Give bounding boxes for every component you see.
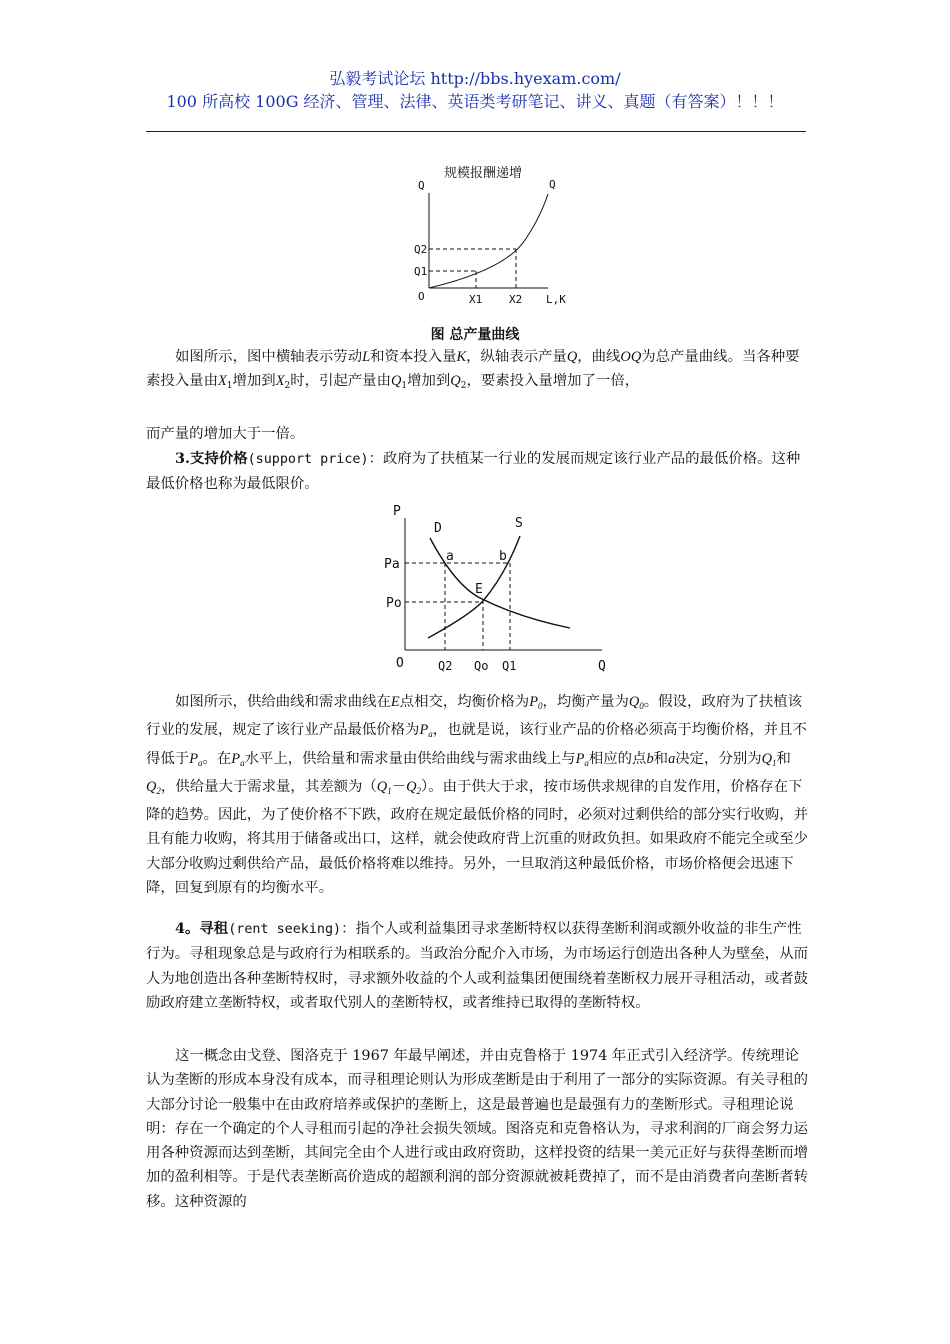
fig1-curve-label: Q [549, 178, 556, 191]
fig1-caption: 图 总产量曲线 [430, 327, 520, 343]
header-rule [146, 131, 806, 132]
fig2-tick-pa: Pa [384, 557, 400, 572]
fig1-tick-x1: X1 [469, 293, 483, 306]
fig2-origin: O [396, 656, 404, 671]
fig1-total-product-curve [429, 194, 548, 288]
fig1-tick-q2: Q2 [414, 243, 428, 256]
fig1-tick-x2: X2 [509, 293, 523, 306]
fig1-title: 规模报酬递增 [444, 166, 523, 181]
fig2-point-b: b [499, 549, 507, 564]
paragraph-total-product: 如图所示，图中横轴表示劳动L和资本投入量K，纵轴表示产量Q，曲线OQ为总产量曲线。当各种要素投入量由$X_1$增加到$X_2$时，引起产量由$Q_1$增加到$Q_2$，要素投入量增加了一倍， [146, 349, 800, 392]
fig2-x-axis-label: Q [598, 659, 606, 674]
fig2-tick-qo: Qo [474, 659, 489, 673]
fig2-point-a: a [446, 549, 454, 564]
fig1-tick-q1: Q1 [414, 265, 428, 278]
section-rent-seeking: 4。寻租(rent seeking)：指个人或利益集团寻求垄断特权以获得垄断利润或额外收益的非生产性行为。寻租现象总是与政府行为相联系的。当政治分配介入市场，为市场运行创造出各种人为壁垒，从而人为地创造出各种垄断特权时，寻求额外收益的个人或利益集团便围绕着垄断权力展开寻租活动，或者鼓励政府建立垄断特权，或者取代别人的垄断特权，或者维持已取得的垄断特权。 [146, 920, 808, 1011]
header-line-1: 弘毅考试论坛 http://bbs.hyexam.com/ [329, 69, 621, 88]
paragraph-support-price: 如图所示，供给曲线和需求曲线在E点相交，均衡价格为$P_0$，均衡产量为$Q_0$。假设，政府为了扶植该行业的发展，规定了该行业产品最低价格为$P_a$，也就是说，该行业产品的价格必须高于均衡价格，并且不得低于$P_a$。在$P_a$水平上，供给量和需求量由供给曲线与需求曲线上与$P_a$相应的点b和a决定，分别为$Q_1$和$Q_2$，供给量大于需求量，其差额为$(Q_1-Q_2)$。由于供大于求，按市场供求规律的自发作用，价格存在下降的趋势。因此，为了使价格不下跌，政府在规定最低价格的同时，必须对过剩供给的部分实行收购，并且有能力收购，将其用于储备或出口，这样，就会使政府背上沉重的财政负担。如果政府不能完全或至少大部分收购过剩供给产品，最低价格将难以维持。另外，一旦取消这种最低价格，市场价格便会迅速下降，回复到原有的均衡水平。 [146, 694, 808, 897]
total-product-figure [400, 158, 580, 310]
fig2-tick-po: Po [386, 596, 402, 611]
paragraph-rent-seeking-history: 这一概念由戈登、图洛克于 1967 年最早阐述，并由克鲁格于 1974 年正式引入经济学。传统理论认为垄断的形成本身没有成本，而寻租理论则认为形成垄断是由于利用了一部分的实际资源。有关寻租的大部分讨论一般集中在由政府培养或保护的垄断上，这是最普遍也是最强有力的垄断形式。寻租理论说明：存在一个确定的个人寻租而引起的净社会损失领域。图洛克和克鲁格认为，寻求利润的厂商会努力运用各种资源而达到垄断，其间完全由个人进行或由政府资助，这样投资的结果一美元正好与获得垄断而增加的盈利相等。于是代表垄断高价造成的超额利润的部分资源就被耗费掉了，而不是由消费者向垄断者转移。这种资源的 [146, 1048, 808, 1210]
fig1-y-axis-label: Q [418, 179, 425, 192]
fig1-x-axis-label: L,K [546, 293, 566, 306]
fig2-tick-q1: Q1 [502, 659, 517, 673]
fig2-demand-label: D [434, 521, 442, 536]
fig1-origin: O [418, 290, 425, 303]
support-price-figure [380, 500, 620, 680]
header-line-2: 100 所高校 100G 经济、管理、法律、英语类考研笔记、讲义、真题（有答案）！！！ [166, 92, 784, 111]
paragraph-total-product-end: 而产量的增加大于一倍。 [146, 426, 305, 442]
fig2-tick-q2: Q2 [438, 659, 453, 673]
section-support-price: 3.支持价格(support price)：政府为了扶植某一行业的发展而规定该行业产品的最低价格。这种最低价格也称为最低限价。 [146, 450, 801, 493]
fig2-equilibrium-label: E [475, 582, 483, 597]
fig2-y-axis-label: P [393, 504, 401, 519]
fig2-supply-label: S [515, 516, 523, 531]
